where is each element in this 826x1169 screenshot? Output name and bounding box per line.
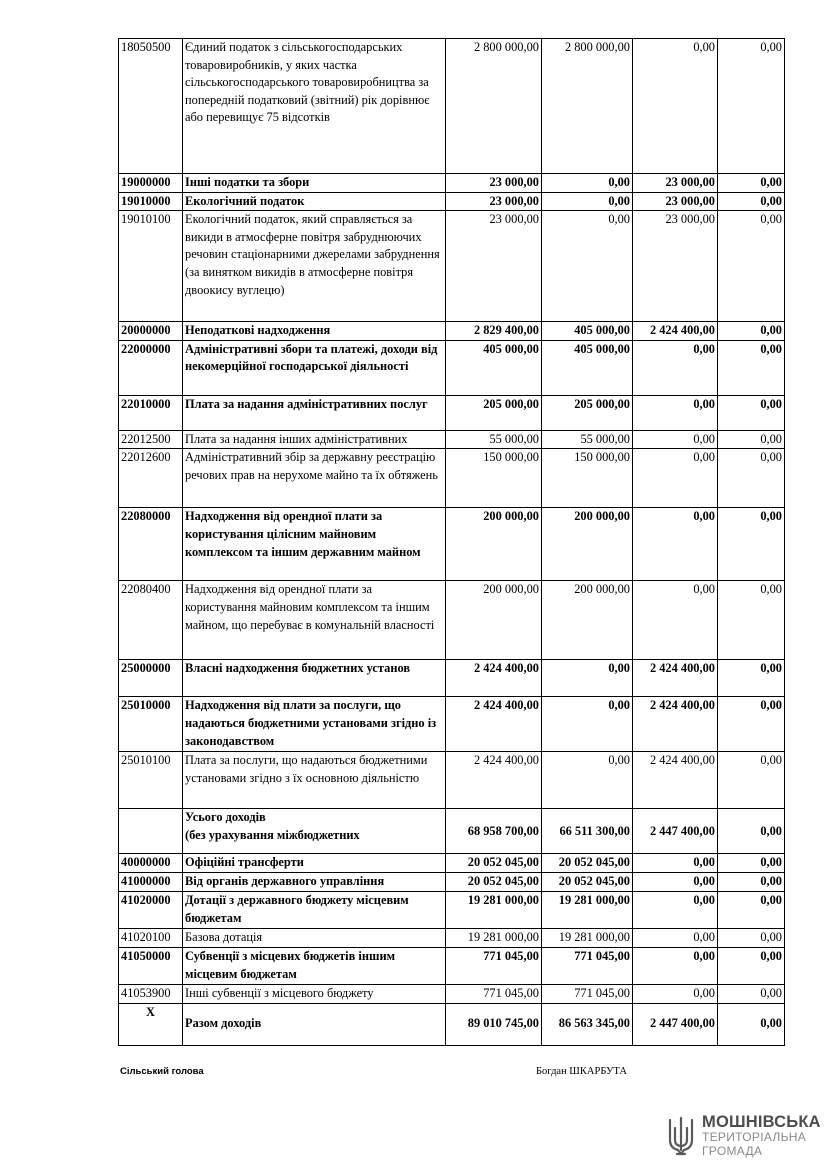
row-code: 25010000 — [119, 697, 183, 752]
row-special-fund: 0,00 — [633, 581, 718, 660]
row-general-fund: 20 052 045,00 — [542, 854, 633, 873]
row-total: 405 000,00 — [446, 340, 542, 395]
row-development-budget: 0,00 — [718, 892, 785, 929]
row-general-fund: 0,00 — [542, 192, 633, 211]
row-general-fund: 0,00 — [542, 174, 633, 193]
row-general-fund: 0,00 — [542, 211, 633, 322]
row-code: 41020100 — [119, 929, 183, 948]
row-code: 19000000 — [119, 174, 183, 193]
row-development-budget: 0,00 — [718, 660, 785, 697]
row-code: 22000000 — [119, 340, 183, 395]
row-development-budget: 0,00 — [718, 449, 785, 508]
row-general-fund: 200 000,00 — [542, 508, 633, 581]
row-general-fund: 0,00 — [542, 752, 633, 809]
row-development-budget: 0,00 — [718, 854, 785, 873]
row-total: 20 052 045,00 — [446, 854, 542, 873]
table-row — [119, 854, 785, 873]
row-special-fund: 23 000,00 — [633, 192, 718, 211]
row-development-budget: 0,00 — [718, 174, 785, 193]
row-total: 23 000,00 — [446, 211, 542, 322]
row-development-budget: 0,00 — [718, 192, 785, 211]
row-total: 20 052 045,00 — [446, 873, 542, 892]
row-total: 19 281 000,00 — [446, 892, 542, 929]
row-name: Плата за надання адміністративних послуг — [183, 395, 446, 430]
row-general-fund: 405 000,00 — [542, 322, 633, 341]
row-special-fund: 0,00 — [633, 873, 718, 892]
row-development-budget: 0,00 — [718, 929, 785, 948]
row-development-budget: 0,00 — [718, 395, 785, 430]
table-row — [119, 809, 785, 854]
row-total: 19 281 000,00 — [446, 929, 542, 948]
row-code: 25010100 — [119, 752, 183, 809]
row-special-fund: 0,00 — [633, 892, 718, 929]
row-general-fund: 405 000,00 — [542, 340, 633, 395]
row-name: Власні надходження бюджетних установ — [183, 660, 446, 697]
row-total: 68 958 700,00 — [446, 809, 542, 854]
table-row — [119, 322, 785, 341]
row-name: Базова дотація — [183, 929, 446, 948]
row-total: 89 010 745,00 — [446, 1003, 542, 1045]
row-code: 22080400 — [119, 581, 183, 660]
row-general-fund: 771 045,00 — [542, 947, 633, 984]
row-total: 200 000,00 — [446, 508, 542, 581]
row-name: Екологічний податок — [183, 192, 446, 211]
row-total: 205 000,00 — [446, 395, 542, 430]
row-name: Інші податки та збори — [183, 174, 446, 193]
row-development-budget: 0,00 — [718, 340, 785, 395]
row-general-fund: 0,00 — [542, 697, 633, 752]
row-general-fund: 200 000,00 — [542, 581, 633, 660]
row-total: 150 000,00 — [446, 449, 542, 508]
row-code: 22012500 — [119, 430, 183, 449]
row-special-fund: 0,00 — [633, 430, 718, 449]
row-code: 41053900 — [119, 984, 183, 1003]
row-special-fund: 0,00 — [633, 39, 718, 174]
table-row — [119, 174, 785, 193]
row-special-fund: 2 424 400,00 — [633, 660, 718, 697]
table-row — [119, 892, 785, 929]
row-name: Неподаткові надходження — [183, 322, 446, 341]
row-special-fund: 0,00 — [633, 340, 718, 395]
row-code: 19010000 — [119, 192, 183, 211]
row-code: 22012600 — [119, 449, 183, 508]
row-name: Інші субвенції з місцевого бюджету — [183, 984, 446, 1003]
table-row — [119, 697, 785, 752]
row-code: X — [119, 1003, 183, 1045]
row-name: Від органів державного управління — [183, 873, 446, 892]
row-development-budget: 0,00 — [718, 211, 785, 322]
row-general-fund: 86 563 345,00 — [542, 1003, 633, 1045]
logo-line2: ТЕРИТОРІАЛЬНА — [702, 1130, 807, 1144]
row-general-fund: 150 000,00 — [542, 449, 633, 508]
row-code: 22010000 — [119, 395, 183, 430]
table-row — [119, 929, 785, 948]
row-total: 2 424 400,00 — [446, 752, 542, 809]
row-development-budget: 0,00 — [718, 39, 785, 174]
row-total: 771 045,00 — [446, 984, 542, 1003]
row-total: 2 829 400,00 — [446, 322, 542, 341]
row-name: Надходження від орендної плати за користування цілісним майновим комплексом та іншим державним майном — [183, 508, 446, 581]
row-code: 19010100 — [119, 211, 183, 322]
row-special-fund: 0,00 — [633, 854, 718, 873]
table-row — [119, 192, 785, 211]
row-code: 18050500 — [119, 39, 183, 174]
table-row — [119, 873, 785, 892]
row-general-fund: 55 000,00 — [542, 430, 633, 449]
table-row — [119, 508, 785, 581]
subtotal-label — [183, 809, 446, 854]
row-special-fund: 2 424 400,00 — [633, 752, 718, 809]
row-development-budget: 0,00 — [718, 322, 785, 341]
row-total: 23 000,00 — [446, 174, 542, 193]
row-name: Адміністративний збір за державну реєстрацію речових прав на нерухоме майно та їх обтяжень — [183, 449, 446, 508]
table-row — [119, 39, 785, 174]
logo-line3: ГРОМАДА — [702, 1144, 763, 1158]
signatory-name: Богдан ШКАРБУТА — [536, 1066, 627, 1077]
row-name: Офіційні трансферти — [183, 854, 446, 873]
row-name: Разом доходів — [183, 1003, 446, 1045]
row-total: 2 424 400,00 — [446, 660, 542, 697]
row-special-fund: 2 424 400,00 — [633, 697, 718, 752]
row-development-budget: 0,00 — [718, 430, 785, 449]
row-name: Плата за послуги, що надаються бюджетними установами згідно з їх основною діяльністю — [183, 752, 446, 809]
row-code: 40000000 — [119, 854, 183, 873]
table-row — [119, 395, 785, 430]
table-row — [119, 340, 785, 395]
row-code: 41000000 — [119, 873, 183, 892]
row-development-budget: 0,00 — [718, 984, 785, 1003]
row-code: 25000000 — [119, 660, 183, 697]
row-special-fund: 0,00 — [633, 395, 718, 430]
row-name: Плата за надання інших адміністративних — [183, 430, 446, 449]
row-special-fund: 23 000,00 — [633, 174, 718, 193]
row-development-budget: 0,00 — [718, 1003, 785, 1045]
row-special-fund: 0,00 — [633, 929, 718, 948]
table-row — [119, 752, 785, 809]
row-special-fund: 0,00 — [633, 449, 718, 508]
table-row — [119, 984, 785, 1003]
row-development-budget: 0,00 — [718, 947, 785, 984]
row-name: Надходження від орендної плати за користування майновим комплексом та іншим майном, що перебуває в комунальній власності — [183, 581, 446, 660]
row-total: 23 000,00 — [446, 192, 542, 211]
row-name: Єдиний податок з сільськогосподарських товаровиробників, у яких частка сільськогосподарського товаровиробництва за попередній податковий (звітний) рік дорівнює або перевищує 75 відсотків — [183, 39, 446, 174]
row-name: Екологічний податок, який справляється за викиди в атмосферне повітря забруднюючих речовин стаціонарними джерелами забруднення (за винятком викидів в атмосферне повітря двоокису вуглецю) — [183, 211, 446, 322]
row-special-fund: 2 447 400,00 — [633, 809, 718, 854]
row-general-fund: 19 281 000,00 — [542, 929, 633, 948]
row-development-budget: 0,00 — [718, 873, 785, 892]
row-name: Дотації з державного бюджету місцевим бюджетам — [183, 892, 446, 929]
row-development-budget: 0,00 — [718, 697, 785, 752]
community-logo — [666, 1113, 821, 1162]
logo-line1: МОШНІВСЬКА — [702, 1113, 821, 1131]
row-special-fund: 2 447 400,00 — [633, 1003, 718, 1045]
table-row — [119, 430, 785, 449]
row-general-fund: 205 000,00 — [542, 395, 633, 430]
signatory-position: Сільський голова — [120, 1066, 204, 1077]
row-special-fund: 0,00 — [633, 508, 718, 581]
row-total: 200 000,00 — [446, 581, 542, 660]
subtotal-label-line2: (без урахування міжбюджетних — [185, 827, 360, 842]
row-special-fund: 2 424 400,00 — [633, 322, 718, 341]
row-code: 41050000 — [119, 947, 183, 984]
row-general-fund: 0,00 — [542, 660, 633, 697]
row-total: 55 000,00 — [446, 430, 542, 449]
row-general-fund: 771 045,00 — [542, 984, 633, 1003]
table-row — [119, 1003, 785, 1045]
row-special-fund: 23 000,00 — [633, 211, 718, 322]
table-row — [119, 449, 785, 508]
subtotal-label-line1: Усього доходів — [185, 810, 266, 825]
table-row — [119, 211, 785, 322]
row-development-budget: 0,00 — [718, 508, 785, 581]
row-name: Адміністративні збори та платежі, доходи від некомерційної господарської діяльності — [183, 340, 446, 395]
row-total: 2 800 000,00 — [446, 39, 542, 174]
trident-icon — [666, 1114, 696, 1160]
row-name: Надходження від плати за послуги, що надаються бюджетними установами згідно із законодавством — [183, 697, 446, 752]
row-total: 771 045,00 — [446, 947, 542, 984]
row-development-budget: 0,00 — [718, 581, 785, 660]
row-development-budget: 0,00 — [718, 809, 785, 854]
row-name: Субвенції з місцевих бюджетів іншим місцевим бюджетам — [183, 947, 446, 984]
row-general-fund: 19 281 000,00 — [542, 892, 633, 929]
row-general-fund: 2 800 000,00 — [542, 39, 633, 174]
row-code — [119, 809, 183, 854]
revenue-table — [118, 38, 785, 1046]
row-code: 20000000 — [119, 322, 183, 341]
row-special-fund: 0,00 — [633, 984, 718, 1003]
table-row — [119, 660, 785, 697]
table-row — [119, 947, 785, 984]
table-row — [119, 581, 785, 660]
row-special-fund: 0,00 — [633, 947, 718, 984]
row-code: 22080000 — [119, 508, 183, 581]
row-development-budget: 0,00 — [718, 752, 785, 809]
row-code: 41020000 — [119, 892, 183, 929]
row-general-fund: 20 052 045,00 — [542, 873, 633, 892]
row-total: 2 424 400,00 — [446, 697, 542, 752]
row-general-fund: 66 511 300,00 — [542, 809, 633, 854]
